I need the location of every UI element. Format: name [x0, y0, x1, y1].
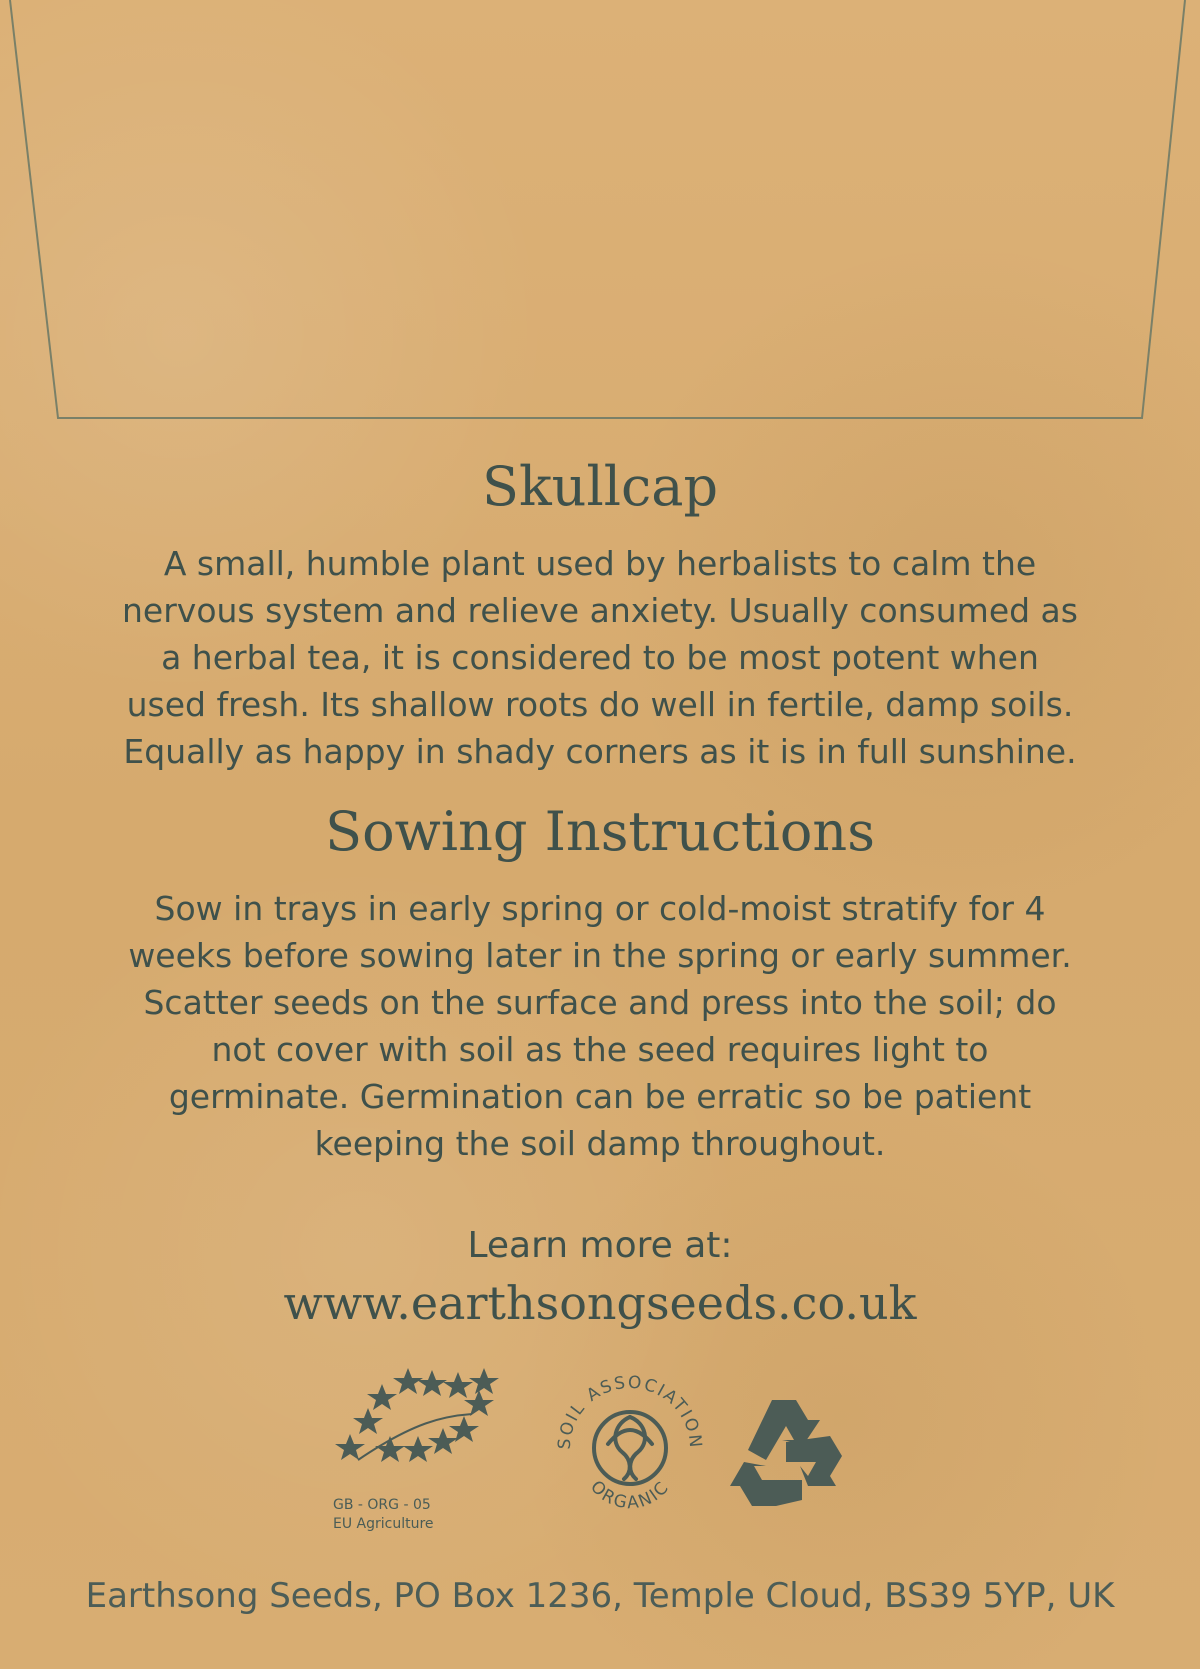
company-address: Earthsong Seeds, PO Box 1236, Temple Cloud, BS39 5YP, UK	[85, 1576, 1115, 1616]
eu-code-line-1: GB - ORG - 05	[333, 1497, 431, 1513]
website-link[interactable]: www.earthsongseeds.co.uk	[283, 1276, 917, 1330]
sowing-line: keeping the soil damp throughout.	[314, 1124, 886, 1163]
description-line: used fresh. Its shallow roots do well in fertile, damp soils.	[126, 685, 1074, 724]
description-line: a herbal tea, it is considered to be most potent when	[161, 638, 1039, 677]
sowing-line: weeks before sowing later in the spring or early summer.	[128, 936, 1072, 975]
eu-code-line-2: EU Agriculture	[333, 1516, 434, 1532]
sowing-line: germinate. Germination can be erratic so be patient	[168, 1077, 1032, 1116]
soil-association-bottom-text: ORGANIC	[586, 1476, 674, 1514]
description-line: A small, humble plant used by herbalists to calm the	[163, 544, 1037, 583]
soil-association-logo	[550, 1368, 710, 1528]
learn-more-label: Learn more at:	[467, 1225, 733, 1266]
sowing-instructions	[106, 885, 1094, 1167]
sowing-line: Sow in trays in early spring or cold-moist stratify for 4	[154, 889, 1046, 928]
plant-title: Skullcap	[481, 455, 719, 518]
plant-description	[106, 540, 1094, 775]
sowing-line: not cover with soil as the seed requires light to	[211, 1030, 989, 1069]
description-line: Equally as happy in shady corners as it is in full sunshine.	[123, 732, 1077, 771]
certification-logos	[0, 1360, 1200, 1550]
sowing-title: Sowing Instructions	[325, 800, 875, 863]
recycle-icon	[724, 1384, 874, 1524]
description-line: nervous system and relieve anxiety. Usually consumed as	[122, 591, 1078, 630]
sowing-line: Scatter seeds on the surface and press into the soil; do	[143, 983, 1057, 1022]
soil-association-top-text: SOIL ASSOCIATION	[554, 1372, 706, 1451]
